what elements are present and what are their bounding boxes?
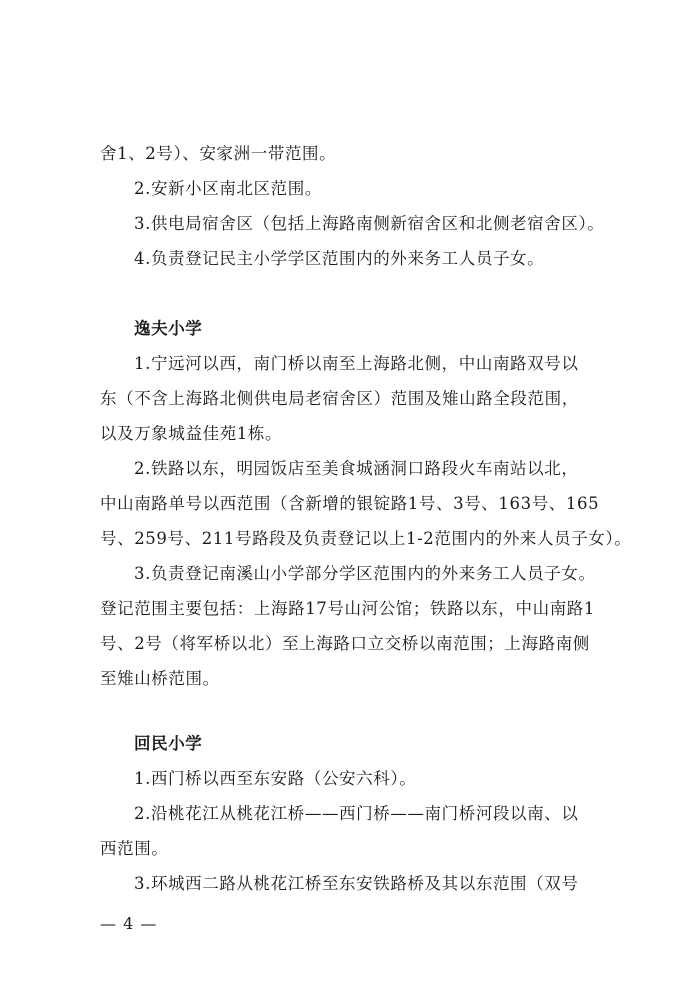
section-heading-yifu: 逸夫小学 — [134, 319, 203, 338]
paragraph-line: 1.西门桥以西至东安路（公安六科）。 — [134, 769, 417, 788]
page-number: — 4 — — [100, 914, 158, 933]
paragraph-line: 2.沿桃花江从桃花江桥——西门桥——南门桥河段以南、以 — [134, 804, 579, 823]
paragraph-line: 3.供电局宿舍区（包括上海路南侧新宿舍区和北侧老宿舍区）。 — [134, 214, 605, 233]
paragraph-line: 号、2号（将军桥以北）至上海路口立交桥以南范围；上海路南侧 — [100, 634, 590, 653]
paragraph-line: 4.负责登记民主小学学区范围内的外来务工人员子女。 — [134, 249, 545, 268]
paragraph-line: 3.负责登记南溪山小学部分学区范围内的外来务工人员子女。 — [134, 564, 596, 583]
paragraph-line: 登记范围主要包括：上海路17号山河公馆；铁路以东，中山南路1 — [100, 599, 595, 618]
paragraph-line: 舍1、2号）、安家洲一带范围。 — [100, 144, 337, 163]
section-heading-huimin: 回民小学 — [134, 734, 203, 753]
paragraph-line: 2.铁路以东，明园饭店至美食城涵洞口路段火车南站以北， — [134, 459, 579, 478]
paragraph-line: 1.宁远河以西，南门桥以南至上海路北侧，中山南路双号以 — [134, 354, 579, 373]
paragraph-line: 3.环城西二路从桃花江桥至东安铁路桥及其以东范围（双号 — [134, 874, 579, 893]
paragraph-line: 以及万象城益佳苑1栋。 — [100, 424, 283, 443]
paragraph-line: 至雉山桥范围。 — [100, 669, 220, 688]
paragraph-line: 西范围。 — [100, 839, 169, 858]
paragraph-line: 号、259号、211号路段及负责登记以上1-2范围内的外来人员子女）。 — [100, 529, 632, 548]
paragraph-line: 2.安新小区南北区范围。 — [134, 179, 322, 198]
paragraph-line: 东（不含上海路北侧供电局老宿舍区）范围及雉山路全段范围， — [100, 389, 579, 408]
paragraph-line: 中山南路单号以西范围（含新增的银锭路1号、3号、163号、165 — [100, 494, 600, 513]
